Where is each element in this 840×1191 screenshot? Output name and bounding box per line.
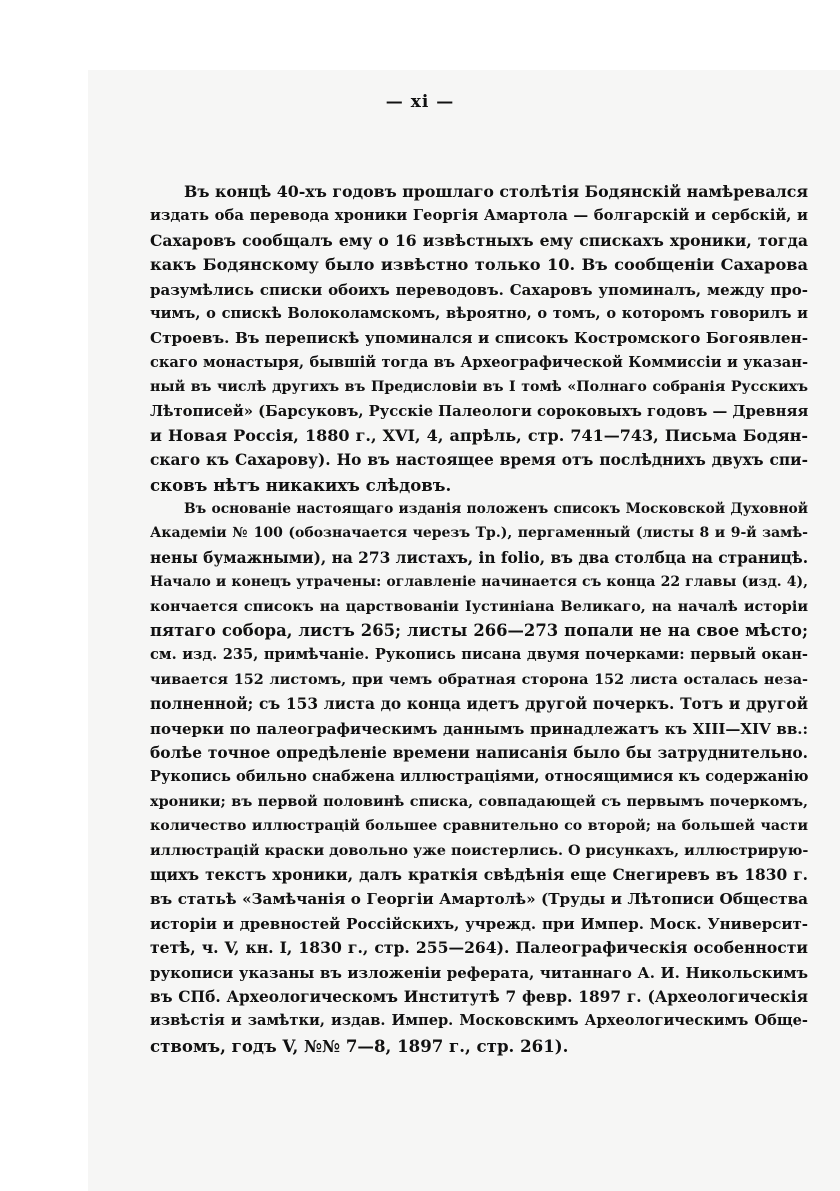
text-line: Академіи № 100 (обозначается черезъ Тр.), пергаменный (листы 8 и 9-й замѣ- (150, 525, 808, 542)
text-line: болѣе точное опредѣленіе времени написанія было бы затруднительно. (150, 743, 808, 762)
text-line: рукописи указаны въ изложеніи реферата, читаннаго А. И. Никольскимъ (150, 963, 808, 982)
text-line: разумѣлись списки обоихъ переводовъ. Сахаровъ упоминалъ, между про- (150, 280, 808, 299)
text-line: скаго къ Сахарову). Но въ настоящее время отъ послѣднихъ двухъ спи- (150, 451, 808, 470)
text-line: скаго монастыря, бывшій тогда въ Археографической Коммиссіи и указан- (150, 353, 808, 371)
text-line: Рукопись обильно снабжена иллюстраціями, относящимися къ содержанію (150, 768, 809, 786)
page-number: — xi — (385, 92, 455, 112)
text-line: количество иллюстрацій большее сравнительно со второй; на большей части (150, 818, 808, 835)
text-line: издать оба перевода хроники Георгія Амартола — болгарскій и сербскій, и (150, 207, 808, 225)
text-line: Въ концѣ 40-хъ годовъ прошлаго столѣтія Бодянскій намѣревался (184, 182, 808, 201)
text-line: Строевъ. Въ перепискѣ упоминался и списокъ Костромского Богоявлен- (150, 329, 808, 348)
text-line: извѣстія и замѣтки, издав. Импер. Московскимъ Археологическимъ Обще- (150, 1012, 808, 1030)
text-line: Начало и конецъ утрачены: оглавленіе начинается съ конца 22 главы (изд. 4), (150, 574, 808, 591)
text-line: сковъ нѣтъ никакихъ слѣдовъ. (150, 474, 452, 495)
text-line: чимъ, о спискѣ Волоколамскомъ, вѣроятно, о томъ, о которомъ говорилъ и (150, 304, 808, 322)
text-line: ствомъ, годъ V, №№ 7—8, 1897 г., стр. 261). (150, 1035, 569, 1056)
text-line: кончается списокъ на царствованіи Іустиніана Великаго, на началѣ исторіи (150, 597, 808, 615)
text-line: иллюстрацій краски довольно уже поистерлись. О рисункахъ, иллюстрирую- (150, 841, 809, 859)
text-line: щихъ текстъ хроники, далъ краткія свѣдѣнія еще Снегиревъ въ 1830 г. (150, 865, 808, 884)
paragraph-2 (150, 497, 808, 1058)
text-line: исторіи и древностей Россійскихъ, учрежд. при Импер. Моск. Университ- (150, 914, 808, 933)
text-line: въ статьѣ «Замѣчанія о Георгіи Амартолѣ» (Труды и Лѣтописи Общества (150, 890, 808, 909)
text-line: см. изд. 235, примѣчаніе. Рукопись писана двумя почерками: первый окан- (150, 646, 808, 664)
text-line: Сахаровъ сообщалъ ему о 16 извѣстныхъ ему спискахъ хроники, тогда (150, 230, 808, 250)
body-text (150, 180, 808, 1058)
text-line: и Новая Россія, 1880 г., XVI, 4, апрѣль, стр. 741—743, Письма Бодян- (150, 425, 808, 445)
text-line: тетѣ, ч. V, кн. I, 1830 г., стр. 255—264). Палеографическія особенности (150, 938, 808, 958)
text-line: Лѣтописей» (Барсуковъ, Русскіе Палеологи сороковыхъ годовъ — Древняя (150, 402, 809, 420)
text-line: въ СПб. Археологическомъ Институтѣ 7 февр. 1897 г. (Археологическія (150, 987, 808, 1006)
text-line: пятаго собора, листъ 265; листы 266—273 попали не на свое мѣсто; (150, 621, 808, 641)
text-line: Въ основаніе настоящаго изданія положенъ списокъ Московской Духовной (184, 501, 808, 518)
text-line: ный въ числѣ другихъ въ Предисловіи въ I томѣ «Полнаго собранія Русскихъ (150, 379, 808, 396)
text-line: хроники; въ первой половинѣ списка, совпадающей съ первымъ почеркомъ, (150, 792, 808, 810)
paragraph-1 (150, 180, 808, 497)
text-line: нены бумажными), на 273 листахъ, in folio, въ два столбца на страницѣ. (150, 548, 809, 567)
text-line: чивается 152 листомъ, при чемъ обратная сторона 152 листа осталась неза- (150, 670, 808, 688)
text-line: почерки по палеографическимъ даннымъ принадлежатъ къ XIII—XIV вв.: (150, 719, 808, 738)
text-line: полненной; съ 153 листа до конца идетъ другой почеркъ. Тотъ и другой (150, 695, 808, 714)
text-line: какъ Бодянскому было извѣстно только 10. Въ сообщеніи Сахарова (150, 255, 808, 275)
